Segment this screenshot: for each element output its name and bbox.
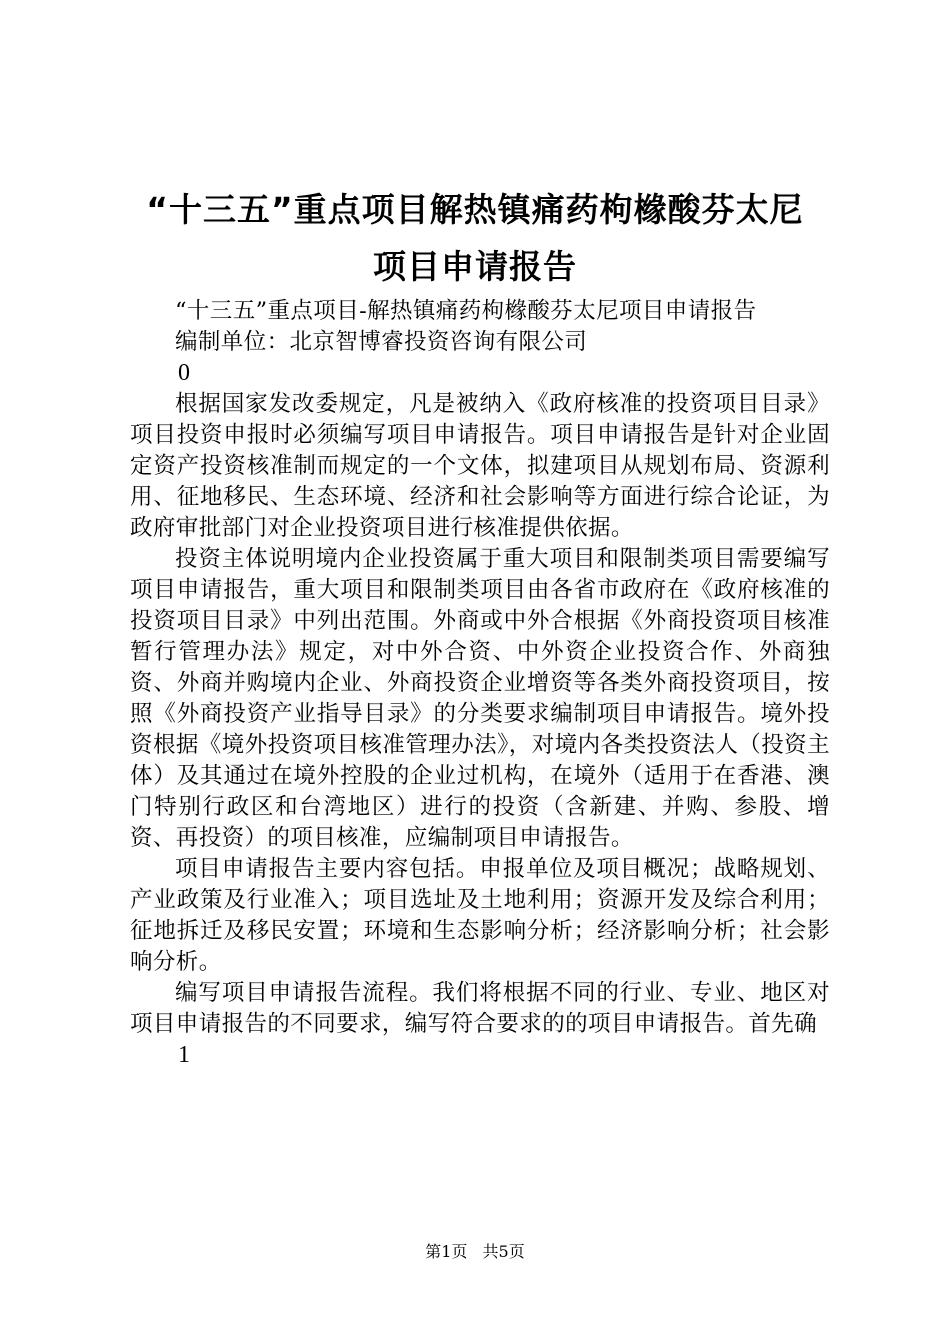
subtitle-paragraph: “十三五”重点项目-解热镇痛药枸橼酸芬太尼项目申请报告 — [175, 298, 757, 324]
author-paragraph: 编制单位：北京智博睿投资咨询有限公司 — [175, 329, 588, 355]
page-marker: 0 — [178, 360, 191, 386]
body-paragraph: 项目申请报告主要内容包括。申报单位及项目概况；战略规划、产业政策及行业准入；项目选址及土地利用；资源开发及综合利用；征地拆迁及移民安置；环境和生态影响分析；经济影响分析；社会影响分析。 — [130, 856, 830, 975]
page-total: 共5页 — [482, 1242, 525, 1261]
body-paragraph: 根据国家发改委规定，凡是被纳入《政府核准的投资项目目录》项目投资申报时必须编写项目申请报告。项目申请报告是针对企业固定资产投资核准制而规定的一个文体，拟建项目从规划布局、资源利用、征地移民、生态环境、经济和社会影响等方面进行综合论证，为政府审批部门对企业投资项目进行核准提供依据。 — [130, 391, 830, 541]
page-marker: 1 — [178, 1042, 191, 1068]
document-title-line1: “十三五”重点项目解热镇痛药枸橼酸芬太尼 — [146, 190, 804, 229]
document-body — [130, 296, 830, 1071]
page-number: 第1页 — [425, 1242, 468, 1261]
body-paragraph: 投资主体说明境内企业投资属于重大项目和限制类项目需要编写项目申请报告，重大项目和限制类项目由各省市政府在《政府核准的投资项目目录》中列出范围。外商或中外合根据《外商投资项目核准暂行管理办法》规定，对中外合资、中外资企业投资合作、外商独资、外商并购境内企业、外商投资企业增资等各类外商投资项目，按照《外商投资产业指导目录》的分类要求编制项目申请报告。境外投资根据《境外投资项目核准管理办法》，对境内各类投资法人（投资主体）及其通过在境外控股的企业过机构，在境外（适用于在香港、澳门特别行政区和台湾地区）进行的投资（含新建、并购、参股、增资、再投资）的项目核准，应编制项目申请报告。 — [130, 546, 830, 851]
document-title-line2: 项目申请报告 — [373, 247, 577, 286]
body-paragraph: 编写项目申请报告流程。我们将根据不同的行业、专业、地区对项目申请报告的不同要求，编写符合要求的的项目申请报告。首先确 — [130, 980, 830, 1037]
page-footer — [0, 1241, 950, 1263]
